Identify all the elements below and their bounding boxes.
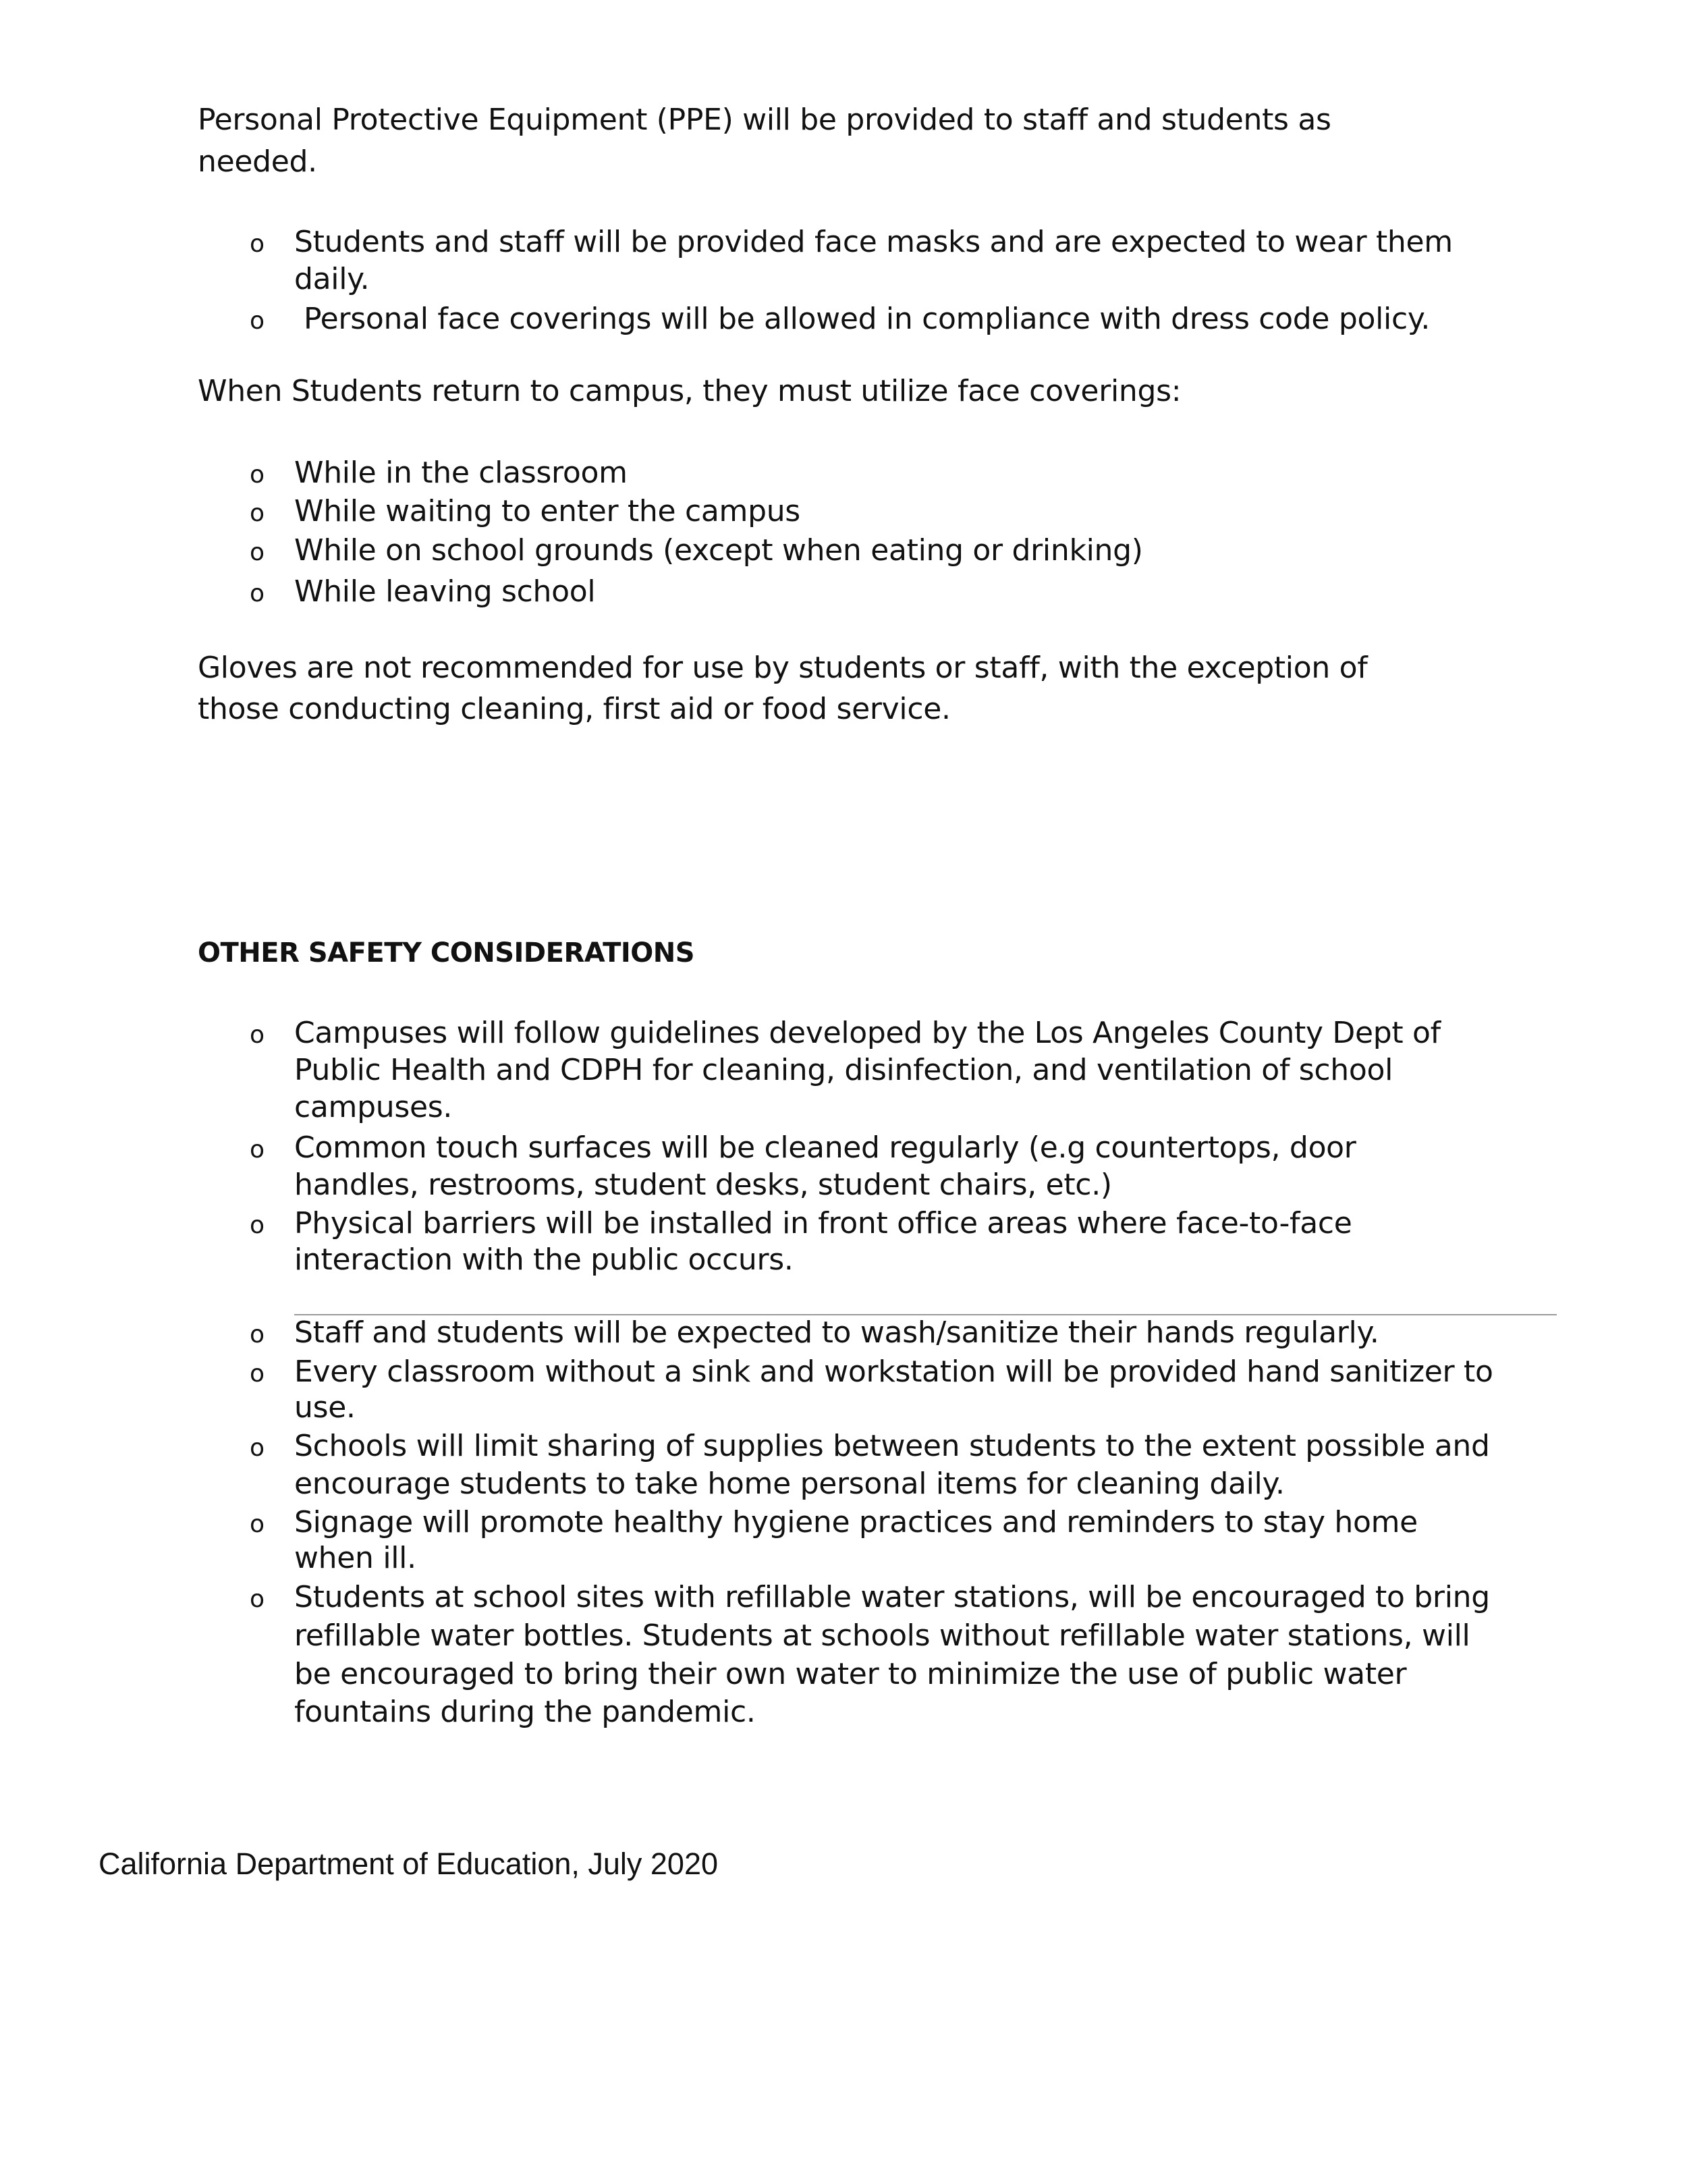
list-item: Staff and students will be expected to wash/sanitize their hands regularly.: [294, 1315, 1379, 1350]
bullet-icon: o: [250, 580, 265, 607]
list-item: Common touch surfaces will be cleaned regularly (e.g countertops, door: [294, 1130, 1356, 1165]
bullet-icon: o: [250, 1360, 265, 1388]
list-item-continuation: interaction with the public occurs.: [294, 1243, 794, 1277]
list-item: While leaving school: [294, 574, 596, 609]
bullet-icon: o: [250, 1434, 265, 1462]
paragraph-line: needed.: [198, 144, 317, 179]
bullet-icon: o: [250, 230, 265, 258]
bullet-icon: o: [250, 1585, 265, 1613]
list-item-continuation: when ill.: [294, 1541, 416, 1575]
bullet-icon: o: [250, 1321, 265, 1348]
list-item: While in the classroom: [294, 456, 628, 490]
face-coverings-lead: When Students return to campus, they must utilize face coverings:: [198, 374, 1182, 408]
bullet-icon: o: [250, 1021, 265, 1049]
list-item: Campuses will follow guidelines developed by the Los Angeles County Dept of: [294, 1016, 1441, 1050]
list-item: While on school grounds (except when eating or drinking): [294, 533, 1143, 568]
list-item: Students and staff will be provided face masks and are expected to wear them: [294, 225, 1453, 259]
list-item-continuation: daily.: [294, 262, 370, 296]
list-item: Signage will promote healthy hygiene practices and reminders to stay home: [294, 1505, 1418, 1539]
list-item-continuation: use.: [294, 1390, 356, 1425]
paragraph-line: those conducting cleaning, first aid or food service.: [198, 692, 951, 726]
list-item-continuation: fountains during the pandemic.: [294, 1695, 756, 1729]
bullet-icon: o: [250, 539, 265, 566]
list-item-continuation: Public Health and CDPH for cleaning, disinfection, and ventilation of school: [294, 1053, 1393, 1087]
footer-text: California Department of Education, July 2020: [99, 1847, 719, 1881]
paragraph-line: Personal Protective Equipment (PPE) will be provided to staff and students as: [198, 103, 1331, 137]
list-item: Personal face coverings will be allowed in compliance with dress code policy.: [304, 302, 1431, 336]
list-item-continuation: refillable water bottles. Students at schools without refillable water stations, will: [294, 1618, 1470, 1653]
bullet-icon: o: [250, 1211, 265, 1239]
list-item: Students at school sites with refillable water stations, will be encouraged to bring: [294, 1580, 1490, 1614]
bullet-icon: o: [250, 461, 265, 489]
bullet-icon: o: [250, 1510, 265, 1538]
list-item: Every classroom without a sink and workstation will be provided hand sanitizer to: [294, 1355, 1493, 1389]
paragraph-line: Gloves are not recommended for use by students or staff, with the exception of: [198, 651, 1368, 685]
list-item-continuation: encourage students to take home personal items for cleaning daily.: [294, 1467, 1285, 1501]
list-item: Schools will limit sharing of supplies between students to the extent possible and: [294, 1429, 1490, 1463]
list-item-continuation: handles, restrooms, student desks, student chairs, etc.): [294, 1168, 1112, 1202]
section-heading: OTHER SAFETY CONSIDERATIONS: [198, 937, 695, 968]
list-item-continuation: be encouraged to bring their own water to minimize the use of public water: [294, 1657, 1407, 1691]
list-item: Physical barriers will be installed in front office areas where face-to-face: [294, 1206, 1352, 1240]
bullet-icon: o: [250, 1136, 265, 1164]
list-item: While waiting to enter the campus: [294, 494, 800, 528]
list-item-continuation: campuses.: [294, 1090, 453, 1124]
bullet-icon: o: [250, 307, 265, 335]
bullet-icon: o: [250, 499, 265, 527]
